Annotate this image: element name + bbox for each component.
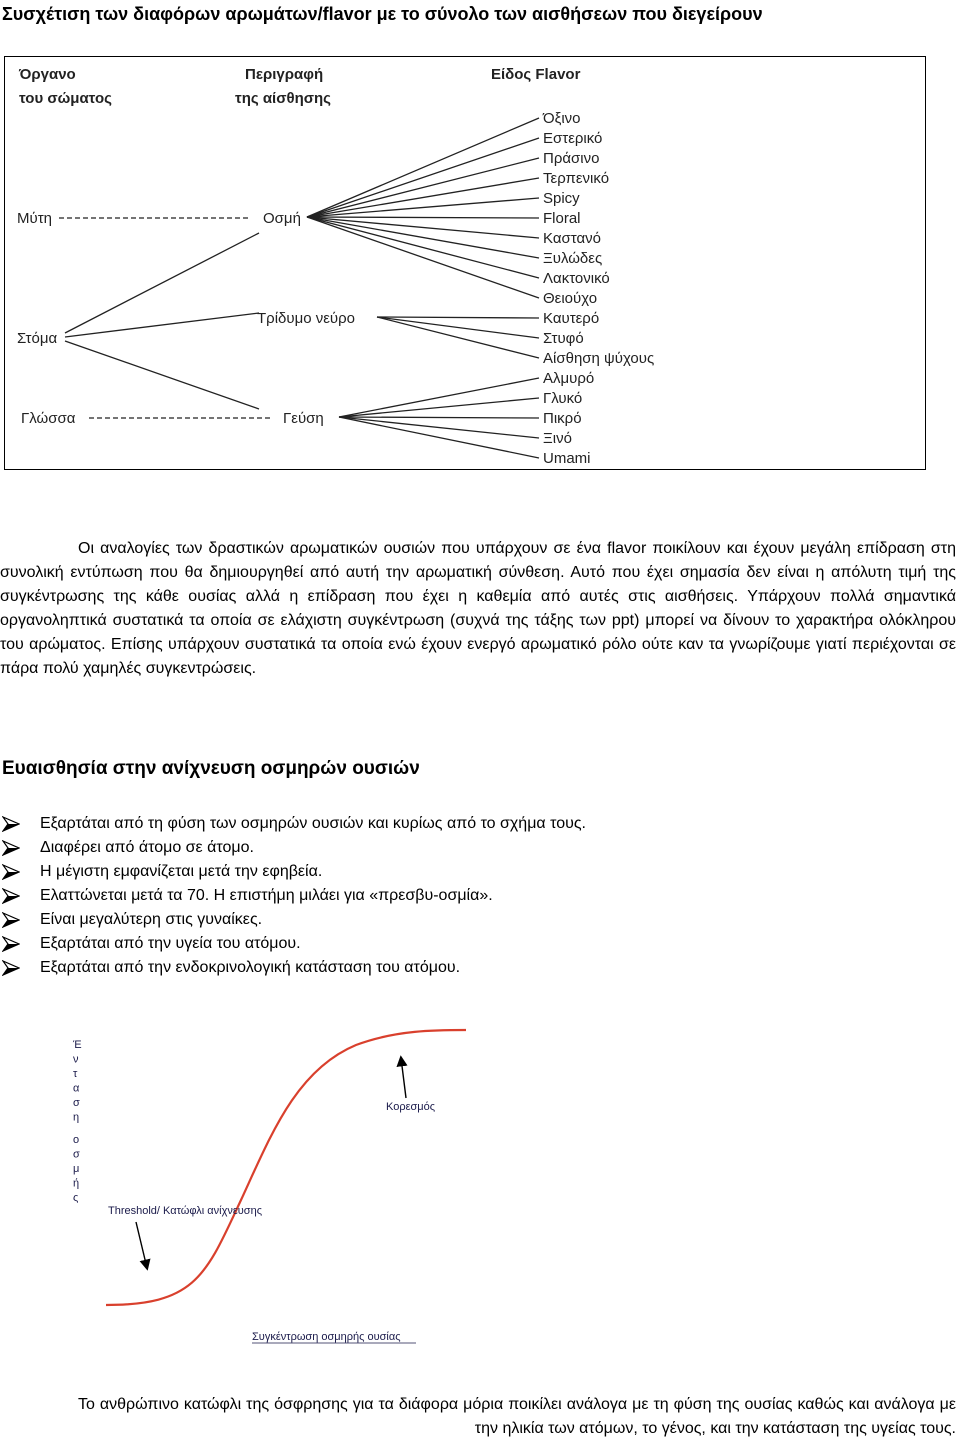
arrow-bullet-icon — [2, 960, 20, 976]
section-heading: Ευαισθησία στην ανίχνευση οσμηρών ουσιών — [2, 758, 420, 779]
flavor-connector-line — [377, 317, 539, 318]
flavor-item: Όξινο — [543, 110, 581, 127]
list-item-text: Είναι μεγαλύτερη στις γυναίκες. — [40, 911, 263, 928]
arrow-bullet-icon — [2, 912, 20, 928]
mouth-trigeminal-line — [65, 313, 259, 337]
saturation-arrow — [401, 1058, 406, 1098]
header-desc-line2: της αίσθησης — [235, 90, 331, 107]
flavor-item: Ξινό — [543, 430, 572, 447]
y-axis-label-letter: ο — [73, 1134, 80, 1146]
y-axis-label-letter: ς — [73, 1192, 79, 1204]
mouth-smell-line — [65, 233, 259, 333]
flavor-item: Τερπενικό — [543, 170, 610, 187]
list-item-text: Εξαρτάται από την υγεία του ατόμου. — [40, 935, 301, 952]
flavor-connector-line — [307, 217, 539, 238]
sense-smell: Οσμή — [263, 210, 301, 227]
sense-trigeminal: Τρίδυμο νεύρο — [257, 310, 355, 327]
organ-mouth: Στόμα — [17, 330, 58, 347]
list-item — [0, 956, 586, 980]
flavor-item: Καστανό — [543, 230, 601, 247]
list-item — [0, 836, 586, 860]
flavor-item: Στυφό — [543, 330, 584, 347]
list-item-text: Η μέγιστη εμφανίζεται μετά την εφηβεία. — [40, 863, 323, 880]
paragraph-threshold-text: Το ανθρώπινο κατώφλι της όσφρησης για τα διάφορα μόρια ποικίλει ανάλογα με τη φύση της ουσίας καθώς και ανάλογα με την ηλικία των ατόμων, το γένος, και την κατάσταση της υγείας τους. — [78, 1396, 956, 1437]
flavor-item: Umami — [543, 450, 591, 467]
arrow-bullet-icon — [2, 816, 20, 832]
list-item-text: Εξαρτάται από τη φύση των οσμηρών ουσιών και κυρίως από το σχήμα τους. — [40, 815, 586, 832]
flavor-connector-line — [339, 417, 539, 458]
flavor-item: Spicy — [543, 190, 580, 207]
arrow-bullet-icon — [2, 888, 20, 904]
flavor-connector-line — [339, 417, 539, 438]
flavor-item: Floral — [543, 210, 581, 227]
flavor-connector-line — [307, 217, 539, 218]
header-organ-line1: Όργανο — [19, 66, 76, 83]
arrow-bullet-icon — [2, 840, 20, 856]
list-item — [0, 812, 586, 836]
list-item-text: Εξαρτάται από την ενδοκρινολογική κατάσταση του ατόμου. — [40, 959, 461, 976]
flavor-item: Ξυλώδες — [543, 250, 603, 267]
flavor-connector-line — [307, 178, 539, 217]
flavor-item: Θειούχο — [543, 290, 598, 307]
mouth-taste-line — [65, 341, 259, 409]
flavor-item: Πράσινο — [543, 150, 600, 167]
flavor-connector-line — [307, 138, 539, 217]
flavor-connector-line — [377, 317, 539, 358]
y-axis-label-letter: α — [73, 1082, 80, 1095]
organ-tongue: Γλώσσα — [21, 410, 76, 427]
x-axis-label: Συγκέντρωση οσμηρής ουσίας — [252, 1331, 401, 1343]
header-flavor: Είδος Flavor — [491, 66, 581, 83]
flavor-item: Εστερικό — [543, 130, 603, 147]
y-axis-label-letter: η — [73, 1111, 80, 1124]
page-title: Συσχέτιση των διαφόρων αρωμάτων/flavor με το σύνολο των αισθήσεων που διεγείρουν — [2, 4, 763, 24]
y-axis-label-letter: σ — [73, 1097, 80, 1109]
paragraph-threshold — [0, 1393, 956, 1441]
y-axis-label-letter: ν — [73, 1053, 79, 1066]
intensity-curve — [106, 1030, 466, 1305]
y-axis-label-letter: μ — [73, 1163, 80, 1175]
y-axis-label-letter: ή — [73, 1177, 80, 1190]
flavor-connector-line — [339, 417, 539, 418]
saturation-label: Κορεσμός — [386, 1101, 436, 1113]
y-axis-label — [72, 1039, 82, 1204]
sensitivity-bullet-list — [0, 812, 586, 980]
sense-taste: Γεύση — [283, 410, 324, 427]
y-axis-label-letter: Έ — [73, 1039, 82, 1051]
header-organ-line2: του σώματος — [19, 90, 112, 107]
list-item — [0, 884, 586, 908]
flavor-senses-diagram — [4, 56, 926, 470]
flavor-connector-line — [307, 217, 539, 258]
flavor-item: Πικρό — [543, 410, 582, 427]
list-item-text: Ελαττώνεται μετά τα 70. Η επιστήμη μιλάει για «πρεσβυ-οσμία». — [40, 887, 493, 904]
flavor-connector-line — [307, 217, 539, 278]
flavor-connector-line — [377, 317, 539, 338]
flavor-connector-line — [339, 398, 539, 417]
y-axis-label-letter: τ — [73, 1068, 78, 1080]
flavor-item: Γλυκό — [543, 390, 583, 407]
flavor-connector-lines — [307, 118, 539, 458]
odor-intensity-curve — [56, 1000, 506, 1345]
y-axis-label-letter: σ — [73, 1148, 80, 1161]
paragraph-flavor-proportions-text: Οι αναλογίες των δραστικών αρωματικών ουσιών που υπάρχουν σε ένα flavor ποικίλουν και έχουν μεγάλη επίδραση στη συνολική εντύπωση που θα δημιουργηθεί από αυτή την αρωματική σύνθεση. Αυτό που έχει σημασία δεν είναι η απόλυτη τιμή της συγκέντρωσης της κάθε ουσίας αλλά η επίδραση που έχει η καθεμία από αυτές στις αισθήσεις. Υπάρχουν πολλά σημαντικά οργανοληπτικά συστατικά τα οποία σε ελάχιστη συγκέντρωση (συχνά της τάξης των ppt) μπορεί να δίνουν το χαρακτήρα ολόκληρου του αρώματος. Επίσης υπάρχουν συστατικά τα οποία ενώ έχουν ενεργό αρωματικό ρόλο ούτε καν τα γνωρίζουμε γιατί περιέχονται σε πάρα πολύ χαμηλές συγκεντρώσεις. — [0, 540, 956, 677]
flavor-connector-line — [339, 378, 539, 417]
flavor-list — [542, 110, 654, 467]
list-item — [0, 860, 586, 884]
flavor-connector-line — [307, 217, 539, 298]
list-item — [0, 932, 586, 956]
paragraph-flavor-proportions — [0, 537, 956, 681]
arrow-bullet-icon — [2, 864, 20, 880]
arrow-bullet-icon — [2, 936, 20, 952]
flavor-item: Αλμυρό — [543, 370, 595, 387]
flavor-item: Αίσθηση ψύχους — [543, 350, 655, 367]
threshold-arrow — [136, 1222, 147, 1268]
list-item-text: Διαφέρει από άτομο σε άτομο. — [40, 839, 254, 856]
threshold-label: Threshold/ Κατώφλι ανίχνευσης — [108, 1205, 262, 1217]
header-desc-line1: Περιγραφή — [245, 66, 324, 83]
flavor-item: Καυτερό — [543, 310, 600, 327]
organ-nose: Μύτη — [17, 210, 52, 227]
list-item — [0, 908, 586, 932]
flavor-item: Λακτονικό — [543, 270, 610, 287]
